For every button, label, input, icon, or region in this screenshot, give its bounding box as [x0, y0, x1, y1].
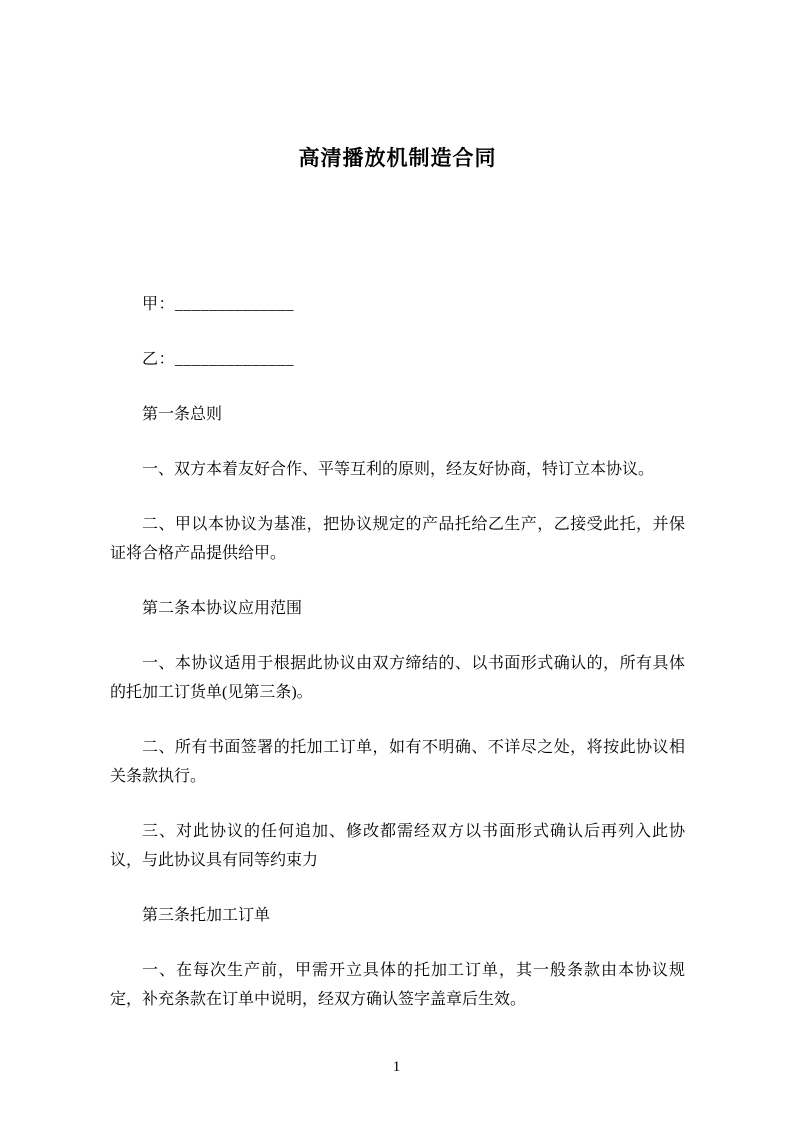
party-a-label: 甲：: [142, 296, 176, 313]
party-b-blank-line: ______________: [175, 351, 295, 368]
document-content: [110, 0, 685, 1040]
article-2-clause-2: 二、所有书面签署的托加工订单，如有不明确、不详尽之处，将按此协议相关条款执行。: [110, 739, 685, 785]
article-1-clause-1: 一、双方本着友好合作、平等互利的原则，经友好协商，特订立本协议。: [142, 461, 655, 478]
section-heading-article-3: 第三条托加工订单: [142, 907, 271, 924]
page-number: 1: [392, 1059, 401, 1075]
article-2-clause-1: 一、本协议适用于根据此协议由双方缔结的、以书面形式确认的，所有具体的托加工订货单(见第三条)。: [110, 655, 685, 701]
section-heading-article-2: 第二条本协议应用范围: [142, 600, 303, 617]
party-a-line: [110, 290, 685, 319]
party-b-label: 乙：: [142, 351, 176, 368]
party-b-line: [110, 345, 685, 374]
article-1-clause-2: 二、甲以本协议为基准，把协议规定的产品托给乙生产，乙接受此托，并保证将合格产品提供给甲。: [110, 516, 685, 562]
document-title: 高清播放机制造合同: [298, 147, 497, 170]
party-a-blank-line: ______________: [175, 296, 295, 313]
section-heading-article-1: 第一条总则: [142, 406, 223, 423]
article-3-clause-1: 一、在每次生产前，甲需开立具体的托加工订单，其一般条款由本协议规定，补充条款在订单中说明，经双方确认签字盖章后生效。: [110, 962, 685, 1008]
article-2-clause-3: 三、对此协议的任何追加、修改都需经双方以书面形式确认后再列入此协议，与此协议具有同等约束力: [110, 823, 685, 869]
